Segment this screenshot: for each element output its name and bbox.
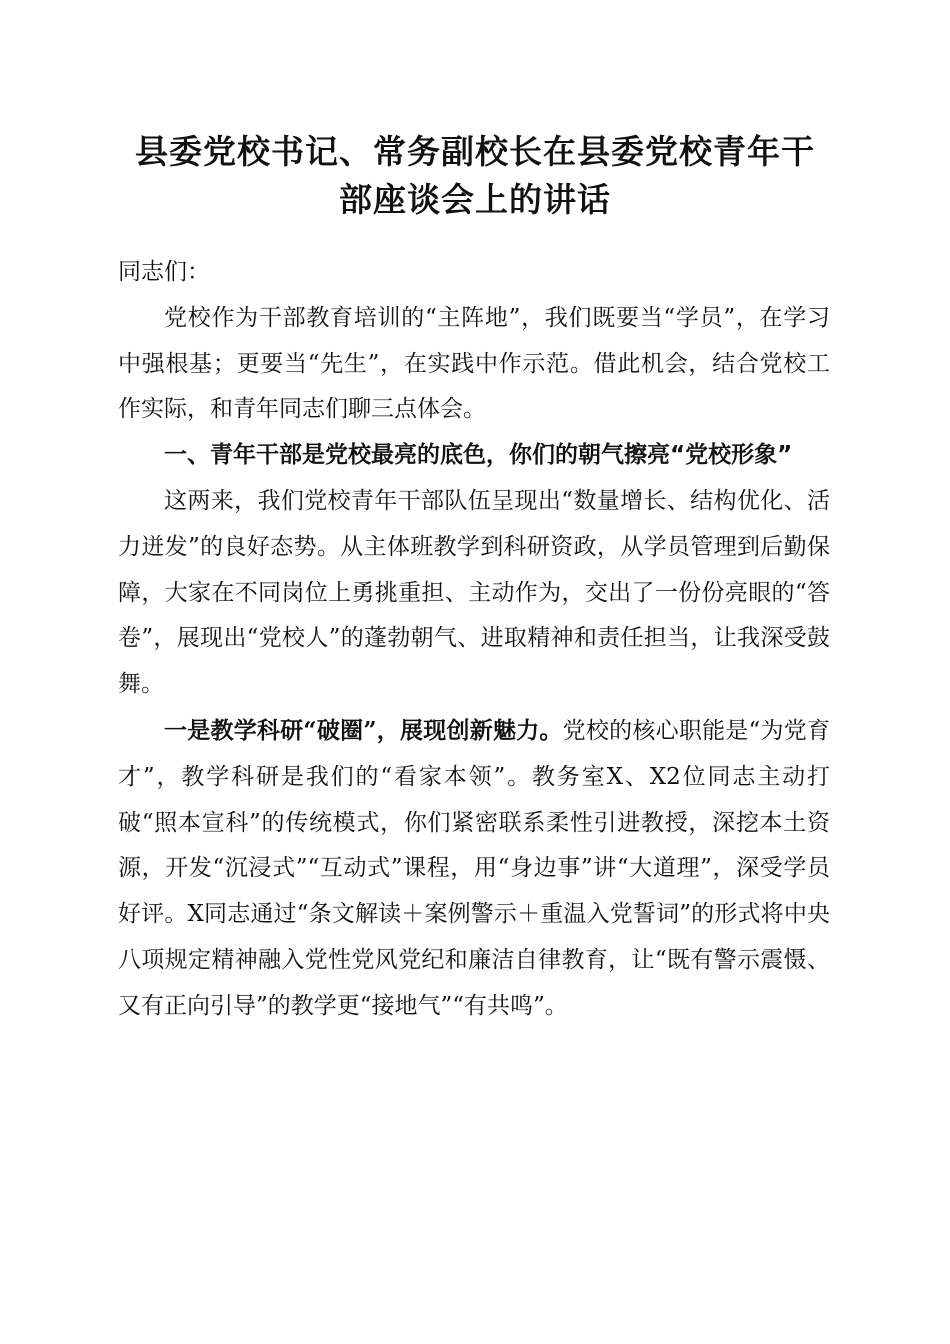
paragraph-teaching-research — [118, 708, 830, 1030]
paragraph-youth-overview: 这两来，我们党校青年干部队伍呈现出“数量增长、结构优化、活力迸发”的良好态势。从主体班教学到科研资政，从学员管理到后勤保障，大家在不同岗位上勇挑重担、主动作为，交出了一份份亮眼的“答卷”，展现出“党校人”的蓬勃朝气、进取精神和责任担当，让我深受鼓舞。 — [118, 487, 830, 698]
document-body — [118, 250, 830, 1030]
section-heading-1: 一、青年干部是党校最亮的底色，你们的朝气擦亮“党校形象” — [164, 442, 793, 469]
document-title — [100, 128, 850, 224]
title-line-1: 县委党校书记、常务副校长在县委党校青年干 — [135, 132, 815, 171]
salutation: 同志们： — [118, 259, 210, 285]
paragraph-intro: 党校作为干部教育培训的“主阵地”，我们既要当“学员”，在学习中强根基；更要当“先生”，在实践中作示范。借此机会，结合党校工作实际，和青年同志们聊三点体会。 — [118, 304, 830, 423]
paragraph-lead-sentence: 一是教学科研“破圈”，展现创新魅力。 — [164, 716, 563, 744]
title-line-2: 部座谈会上的讲话 — [339, 180, 611, 219]
paragraph-body-text: 党校的核心职能是“为党育才”，教学科研是我们的“看家本领”。教务室X、X2位同志主动打破“照本宣科”的传统模式，你们紧密联系柔性引进教授，深挖本土资源，开发“沉浸式”“互动式”课程，用“身边事”讲“大道理”，深受学员好评。X同志通过“条文解读＋案例警示＋重温入党誓词”的形式将中央八项规定精神融入党性党风党纪和廉洁自律教育，让“既有警示震慑、又有正向引导”的教学更“接地气”“有共鸣”。 — [118, 717, 830, 1019]
